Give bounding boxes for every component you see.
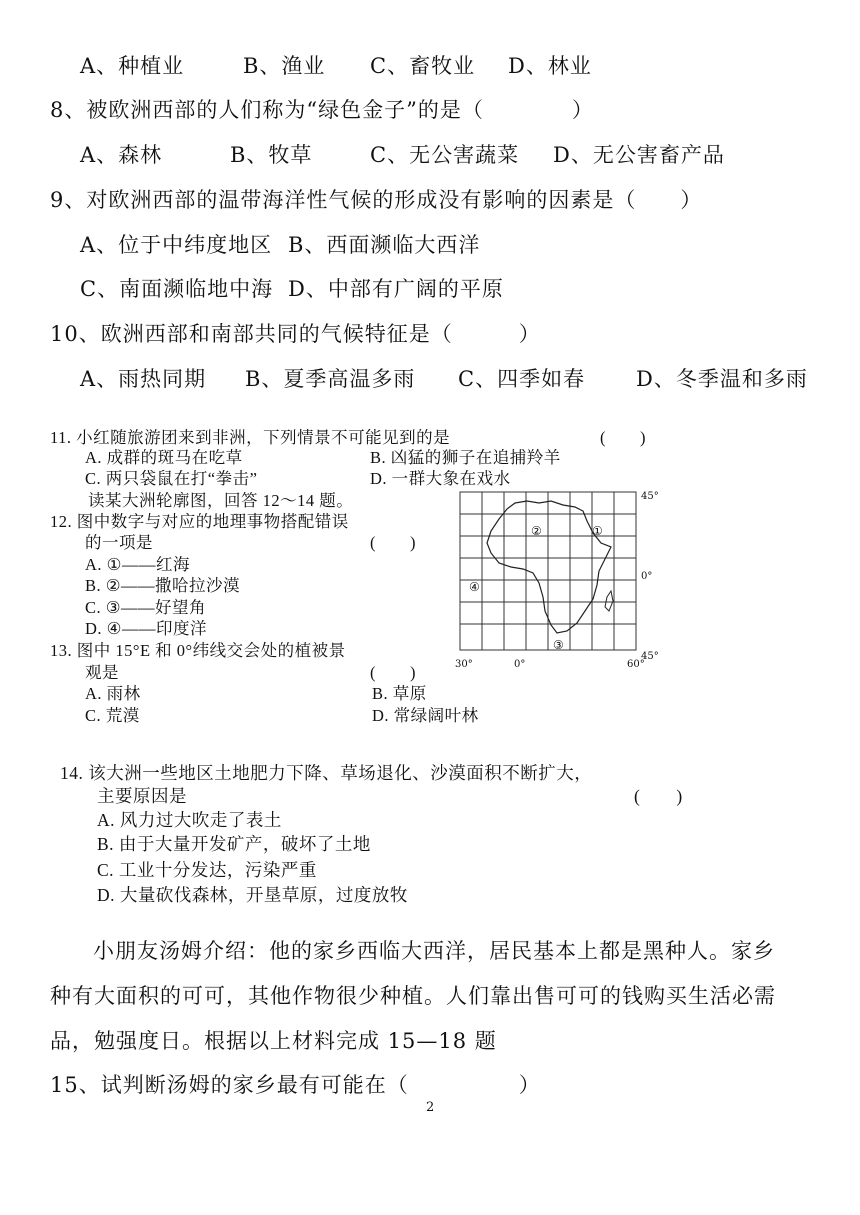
- q13-option-a: A. 雨林: [85, 684, 141, 703]
- q11-option-c: C. 两只袋鼠在打“拳击”: [85, 469, 258, 488]
- q11-option-a: A. 成群的斑马在吃草: [85, 448, 243, 467]
- map-lat-top: 45°: [641, 491, 659, 502]
- q13-answer-paren: ( ): [370, 663, 416, 682]
- q8-option-d: D、无公害畜产品: [553, 143, 725, 167]
- q11-option-d: D. 一群大象在戏水: [370, 469, 511, 488]
- q14-answer-paren: ( ): [634, 786, 683, 806]
- q13-option-c: C. 荒漠: [85, 706, 140, 725]
- q10-option-d: D、冬季温和多雨: [636, 367, 808, 391]
- q9-stem: 9、对欧洲西部的温带海洋性气候的形成没有影响的因素是（ ）: [50, 188, 703, 212]
- q11-option-b: B. 凶猛的狮子在追捕羚羊: [370, 448, 561, 467]
- passage-line-1: 小朋友汤姆介绍：他的家乡西临大西洋，居民基本上都是黑种人。家乡: [93, 939, 775, 963]
- q13-stem-line2: 观是: [85, 663, 119, 682]
- q7-option-b: B、渔业: [243, 54, 326, 78]
- q9-option-c: C、南面濒临地中海: [80, 277, 274, 301]
- q12-option-c: C. ③——好望角: [85, 598, 207, 617]
- q7-option-c: C、畜牧业: [370, 54, 476, 78]
- q15-stem: 15、试判断汤姆的家乡最有可能在（ ）: [50, 1073, 541, 1097]
- q11-answer-paren: ( ): [600, 428, 646, 447]
- q7-option-a: A、种植业: [80, 54, 185, 78]
- madagascar-island: [605, 591, 613, 611]
- q14-option-b: B. 由于大量开发矿产，破坏了土地: [97, 834, 371, 854]
- q11-stem: 11. 小红随旅游团来到非洲，下列情景不可能见到的是: [50, 428, 451, 447]
- passage-line-2: 种有大面积的可可，其他作物很少种植。人们靠出售可可的钱购买生活必需: [50, 984, 776, 1008]
- q14-option-c: C. 工业十分发达，污染严重: [97, 860, 317, 880]
- q8-option-c: C、无公害蔬菜: [370, 143, 520, 167]
- map-lon-left: 30°: [455, 659, 473, 670]
- q9-option-b: B、西面濒临大西洋: [288, 233, 481, 257]
- q13-option-b: B. 草原: [372, 684, 427, 703]
- q10-option-a: A、雨热同期: [80, 367, 207, 391]
- page-number: 2: [426, 1100, 435, 1115]
- africa-outline-map: [455, 487, 685, 672]
- passage-line-3: 品，勉强度日。根据以上材料完成 15—18 题: [50, 1029, 497, 1053]
- map-marker-3: ③: [553, 638, 564, 652]
- map-lat-bottom: 45°: [641, 651, 659, 662]
- q10-stem: 10、欧洲西部和南部共同的气候特征是（ ）: [50, 322, 541, 346]
- q9-option-d: D、中部有广阔的平原: [288, 277, 504, 301]
- map-lat-mid: 0°: [641, 571, 653, 582]
- q12-answer-paren: ( ): [370, 533, 416, 552]
- q8-option-b: B、牧草: [230, 143, 313, 167]
- q14-stem-line1: 14. 该大洲一些地区土地肥力下降、草场退化、沙漠面积不断扩大，: [60, 763, 593, 783]
- q14-option-d: D. 大量砍伐森林，开垦草原，过度放牧: [97, 885, 408, 905]
- q12-option-b: B. ②——撒哈拉沙漠: [85, 576, 241, 595]
- q14-option-a: A. 风力过大吹走了表土: [97, 810, 282, 830]
- map-lon-right: 60°: [627, 659, 645, 670]
- map-marker-4: ④: [469, 580, 480, 594]
- q7-option-d: D、林业: [508, 54, 592, 78]
- q14-stem-line2: 主要原因是: [97, 786, 187, 806]
- q12-stem-line2: 的一项是: [85, 533, 153, 552]
- q12-option-a: A. ①——红海: [85, 555, 190, 574]
- map-intro: 读某大洲轮廓图，回答 12～14 题。: [88, 491, 354, 510]
- map-marker-2: ②: [531, 524, 542, 538]
- q13-option-d: D. 常绿阔叶林: [372, 706, 479, 725]
- q8-option-a: A、森林: [80, 143, 163, 167]
- map-lon-mid: 0°: [514, 659, 526, 670]
- q10-option-c: C、四季如春: [458, 367, 586, 391]
- q12-stem-line1: 12. 图中数字与对应的地理事物搭配错误: [50, 512, 349, 531]
- q9-option-a: A、位于中纬度地区: [80, 233, 273, 257]
- q10-option-b: B、夏季高温多雨: [245, 367, 416, 391]
- q12-option-d: D. ④——印度洋: [85, 619, 207, 638]
- q8-stem: 8、被欧洲西部的人们称为“绿色金子”的是（ ）: [50, 98, 594, 122]
- map-marker-1: ①: [592, 524, 603, 538]
- q13-stem-line1: 13. 图中 15°E 和 0°纬线交会处的植被景: [50, 641, 346, 660]
